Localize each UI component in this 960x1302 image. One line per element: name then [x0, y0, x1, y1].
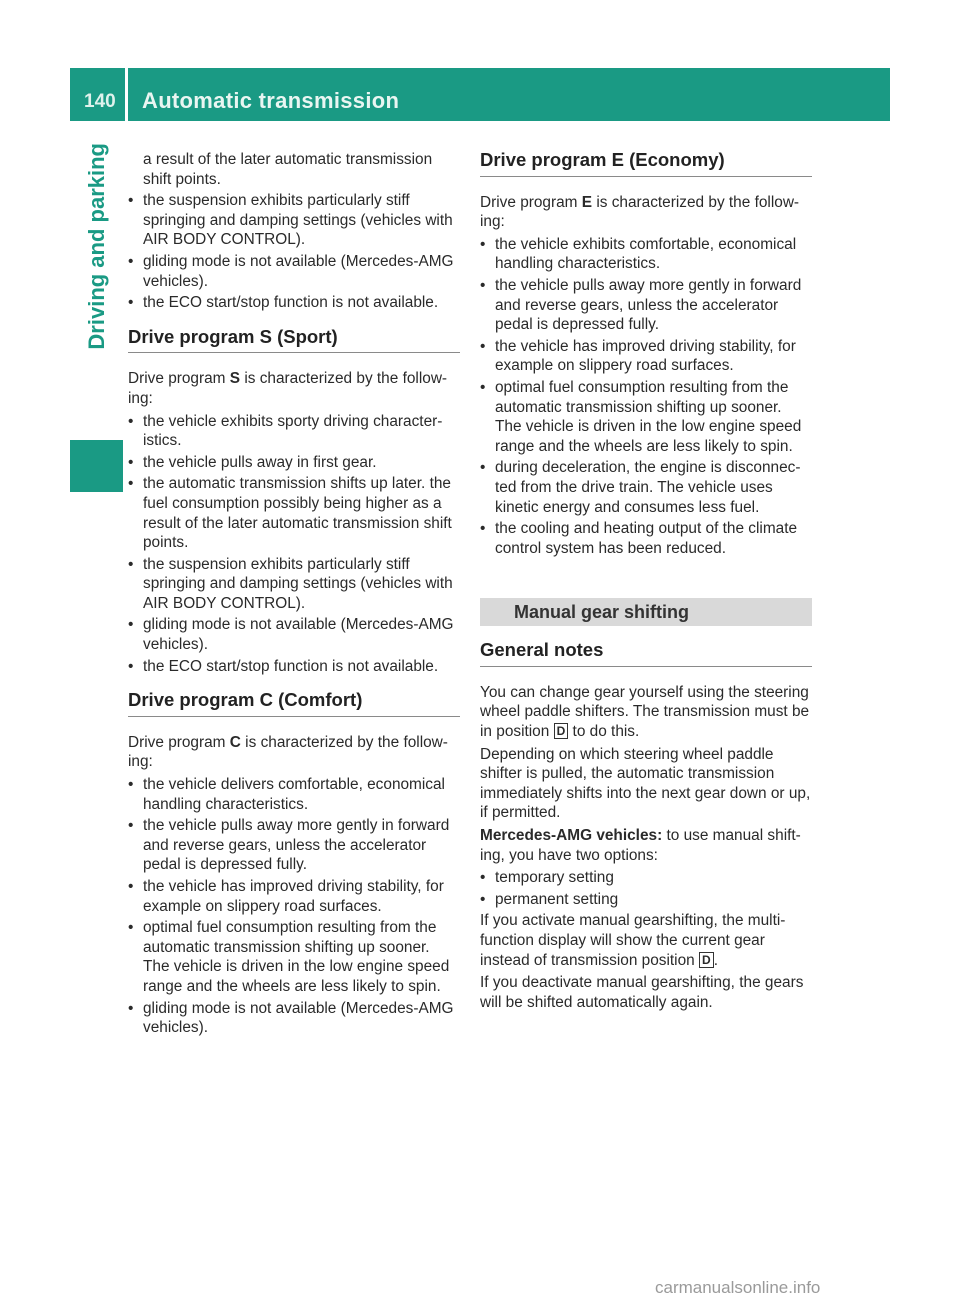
side-tab-label: Driving and parking — [83, 143, 109, 350]
list-item-text: gliding mode is not available (Mercedes-AMG vehicles). — [143, 999, 454, 1037]
bullet-icon: • — [480, 459, 486, 477]
bullet-icon: • — [480, 869, 486, 887]
side-tab-marker — [70, 440, 123, 492]
s-intro: Drive program S is characterized by the follow-ing: — [128, 370, 448, 407]
list-item — [480, 337, 812, 376]
c-intro: Drive program C is characterized by the follow-ing: — [128, 733, 448, 771]
bullet-icon: • — [128, 919, 134, 937]
list-item-text: the vehicle exhibits comfortable, economical handling characteristics. — [495, 235, 797, 273]
list-item — [128, 657, 460, 677]
list-item — [480, 868, 812, 888]
list-item-text: the vehicle has improved driving stability, for example on slippery road surfaces. — [495, 337, 796, 375]
watermark: carmanualsonline.info — [655, 1278, 821, 1297]
bullet-icon: • — [480, 276, 486, 294]
paragraph-amg: Mercedes-AMG vehicles: to use manual shift-ing, you have two options: — [480, 827, 801, 864]
heading-drive-program-s: Drive program S (Sport) — [128, 327, 460, 354]
bullet-icon: • — [128, 453, 134, 471]
list-item — [128, 453, 460, 473]
header-separator — [125, 68, 128, 121]
list-item-text: the vehicle has improved driving stability, for example on slippery road surfaces. — [143, 878, 444, 915]
side-tab — [70, 125, 123, 430]
list-item-text: the suspension exhibits particularly stiff springing and damping settings (vehicles with AIR BODY CONTROL). — [143, 192, 453, 249]
heading-drive-program-e: Drive program E (Economy) — [480, 150, 812, 177]
bullet-icon: • — [128, 294, 134, 312]
list-item-text: the vehicle exhibits sporty driving character-istics. — [143, 412, 443, 450]
heading-drive-program-c: Drive program C (Comfort) — [128, 690, 460, 717]
list-item — [128, 918, 460, 996]
list-item — [128, 816, 460, 875]
list-item-text: optimal fuel consumption resulting from the automatic transmission shifting up sooner. The vehicle is driven in the low engine speed range and the wheels are less likely to spin. — [495, 378, 802, 455]
bullet-icon: • — [128, 616, 134, 634]
list-item-text: temporary setting — [495, 869, 614, 887]
bullet-icon: • — [480, 378, 486, 396]
bullet-icon: • — [128, 776, 134, 794]
bullet-icon: • — [480, 337, 486, 355]
bullet-icon: • — [128, 878, 134, 895]
paragraph-paddle-shifters: You can change gear yourself using the steering wheel paddle shifters. The transmission must be in position D to do this. — [480, 683, 810, 741]
list-item-text: the ECO start/stop function is not available. — [143, 657, 439, 675]
heading-general-notes: General notes — [480, 640, 812, 667]
bullet-list-c — [128, 775, 460, 1038]
left-column — [128, 150, 460, 1040]
list-item-text: optimal fuel consumption resulting from the automatic transmission shifting up sooner. The vehicle is driven in the low engine speed range and the wheels are less likely to spin. — [143, 919, 450, 995]
bullet-icon: • — [128, 475, 134, 493]
bullet-icon: • — [128, 412, 134, 430]
list-item — [128, 293, 460, 313]
bullet-list-e — [480, 235, 812, 559]
bullet-icon: • — [480, 235, 486, 253]
chapter-title: Automatic transmission — [142, 88, 400, 113]
list-item — [480, 890, 812, 910]
bullet-list-top — [128, 191, 460, 313]
list-item — [128, 775, 460, 814]
list-item-text: permanent setting — [495, 890, 619, 908]
list-item — [128, 877, 460, 916]
list-item-text: the vehicle pulls away more gently in forward and reverse gears, unless the accelerator pedal is depressed fully. — [495, 276, 802, 334]
list-item-text: the cooling and heating output of the climate control system has been reduced. — [495, 520, 798, 557]
list-item — [480, 519, 812, 558]
bullet-icon: • — [480, 520, 486, 538]
list-item-text: gliding mode is not available (Mercedes-AMG vehicles). — [143, 252, 454, 290]
list-item-text: during deceleration, the engine is disconnec-ted from the drive train. The vehicle uses kinetic energy and consumes less fuel. — [495, 459, 801, 516]
list-item — [128, 999, 460, 1038]
paragraph-deactivate: If you deactivate manual gearshifting, the gears will be shifted automatically again. — [480, 974, 804, 1011]
list-item — [128, 474, 460, 552]
page-header — [70, 68, 890, 121]
list-item-text: the ECO start/stop function is not available. — [143, 294, 439, 312]
gear-position-d-icon: D — [554, 723, 569, 739]
list-item-text: the vehicle pulls away in first gear. — [143, 453, 377, 471]
bullet-icon: • — [128, 657, 134, 675]
list-item-text: the suspension exhibits particularly stiff springing and damping settings (vehicles with AIR BODY CONTROL). — [143, 555, 453, 612]
bullet-icon: • — [480, 890, 486, 908]
bullet-icon: • — [128, 817, 134, 835]
list-item-text: the vehicle pulls away more gently in forward and reverse gears, unless the accelerator pedal is depressed fully. — [143, 817, 450, 874]
paragraph-activate: If you activate manual gearshifting, the multi-function display will show the current gear instead of transmission position D . — [480, 912, 786, 969]
list-item-text: gliding mode is not available (Mercedes-AMG vehicles). — [143, 616, 454, 654]
bullet-icon: • — [128, 192, 134, 210]
page-number: 140 — [84, 91, 116, 112]
e-intro: Drive program E is characterized by the follow-ing: — [480, 193, 800, 231]
list-item — [128, 615, 460, 654]
bullet-list-s — [128, 412, 460, 677]
bullet-icon: • — [128, 999, 134, 1017]
list-item — [128, 555, 460, 614]
list-item — [480, 276, 812, 335]
list-item — [480, 235, 812, 274]
right-column — [480, 150, 812, 1015]
options-list — [480, 868, 812, 909]
bullet-icon: • — [128, 555, 134, 573]
list-item — [480, 458, 812, 517]
gear-position-d-icon: D — [699, 952, 714, 968]
bullet-icon: • — [128, 252, 134, 270]
section-manual-gear-shifting: Manual gear shifting — [480, 598, 812, 626]
list-item-text: the vehicle delivers comfortable, economical handling characteristics. — [143, 776, 445, 813]
continued-text: a result of the later automatic transmission shift points. — [143, 151, 433, 188]
list-item — [128, 412, 460, 451]
list-item — [128, 191, 460, 250]
list-item — [480, 378, 812, 456]
list-item — [128, 252, 460, 291]
list-item-text: the automatic transmission shifts up later. the fuel consumption possibly being higher as a result of the later automatic transmission shift points. — [143, 475, 452, 552]
paragraph-paddle-pulled: Depending on which steering wheel paddle shifter is pulled, the automatic transmission immediately shifts into the next gear down or up, if permitted. — [480, 745, 811, 822]
